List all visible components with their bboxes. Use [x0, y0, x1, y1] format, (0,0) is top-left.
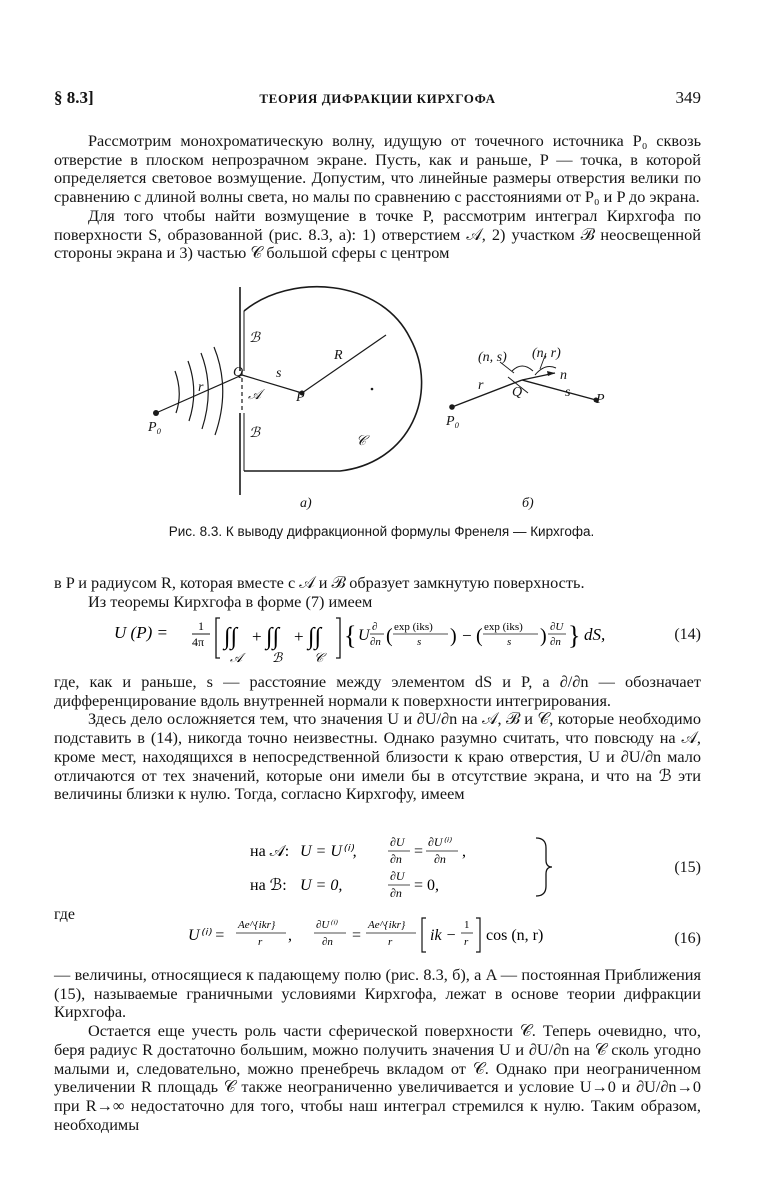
eq15-line2-rhs: = 0, [414, 877, 440, 894]
eq14-exp-den-1: s [417, 636, 422, 648]
label-s-b: s [565, 385, 571, 400]
eq14-lhs: U (P) = [114, 623, 168, 642]
figure-8-3 [0, 283, 763, 523]
eq15-line2-prefix: на ℬ: [250, 877, 287, 894]
sphere-arc-C [244, 287, 422, 471]
label-r-b: r [478, 378, 484, 393]
eq14-tail: dS, [584, 625, 606, 644]
eq16-eq: = [352, 927, 362, 944]
eq16-lhs: U⁽ⁱ⁾ = [188, 927, 226, 944]
eq14-brace-close: } [568, 621, 581, 650]
point-dot [371, 388, 374, 391]
paragraph: Из теоремы Кирхгофа в форме (7) имеем [88, 591, 373, 611]
eq16-comma: , [288, 927, 292, 944]
eq14-frac-den: 4π [192, 635, 205, 649]
paragraph: Для того чтобы найти возмущение в точке P, рассмотрим интеграл Кирхгофа по поверхности S, образованной (рис. 8.3, а): 1) отверстием 𝒜, 2) участком ℬ неосвещенной стороны экрана и 3) частью 𝒞 большой сферы с центром [54, 205, 701, 263]
equation-15 [54, 834, 701, 900]
label-Q-b: Q [512, 385, 523, 400]
wave-arc [214, 347, 223, 435]
paragraph: Рассмотрим монохроматическую волну, идущую от точечного источника P₀ сквозь отверстие в плоском непрозрачном экране. Пусть, как и раньше, P — точка, в которой определяется световое возмущение. Допустим, что линейные размеры отверстия велики по сравнению с длиной волны света, но малы по сравнению с расстояниями от P₀ и P до экрана. [54, 131, 701, 207]
eq15-line1-a: U = U⁽ⁱ⁾, [300, 843, 357, 860]
radius-R [302, 335, 386, 393]
eq14-sub-b: ℬ [272, 650, 283, 665]
label-R: R [334, 348, 343, 363]
eq15-line2-a: U = 0, [300, 877, 343, 894]
running-header [54, 88, 701, 112]
label-s: s [276, 366, 282, 381]
eq14-exp-den-2: s [507, 636, 512, 648]
eq14-dU-den: ∂n [550, 636, 561, 648]
eq16-num2: Ae^{ikr} [368, 919, 406, 931]
eq16-number: (16) [674, 930, 701, 947]
eq14-big-bracket [216, 618, 220, 658]
eq16-bracket-close [476, 918, 480, 952]
eq14-U: U [358, 627, 370, 644]
eq14-dn-num: ∂ [372, 621, 378, 633]
wave-arc [188, 361, 194, 421]
equation-14 [54, 612, 701, 666]
figure-caption: Рис. 8.3. К выводу дифракционной формулы Френеля — Кирхгофа. [168, 524, 595, 539]
label-A: 𝒜 [248, 388, 262, 403]
text-bottom [54, 966, 701, 1134]
eq15-comma: , [462, 843, 466, 860]
text-after-14 [54, 673, 701, 804]
panel-b-diagram [452, 353, 596, 407]
panel-a-diagram [156, 287, 422, 495]
eq14-sub-c: 𝒞 [314, 650, 324, 665]
eq14-paren-2: ( [476, 625, 483, 647]
label-r: r [198, 380, 204, 395]
wave-arc [175, 371, 179, 413]
paragraph: в P и радиусом R, которая вместе с 𝒜 и ℬ образует замкнутую поверхность. [54, 573, 585, 592]
section-number: § 8.3] [54, 88, 94, 107]
eq14-brace-open: { [344, 621, 357, 650]
label-ns: (n, s) [478, 350, 507, 365]
label-nr: (n, r) [532, 346, 561, 361]
eq14-frac-num: 1 [198, 619, 204, 633]
paragraph: Остается еще учесть роль части сферической поверхности 𝒞. Теперь очевидно, что, беря радиус R достаточно большим, можно получить значения U и ∂U/∂n на 𝒞 сколь угодно малыми и, следовательно, можно пренебречь вкладом от 𝒞. Однако при неограниченном увеличении R площадь 𝒞 также неограниченно увеличивается и условие U→0 и ∂U/∂n→0 при R→∞ недостаточно для того, чтобы наш интеграл стремился к нулю. Таким образом, необходимы [54, 1021, 701, 1134]
paragraph: Здесь дело осложняется тем, что значения U и ∂U/∂n на 𝒜, ℬ и 𝒞, которые необходимо подставить в (14), никогда точно неизвестны. Однако разумно считать, что повсюду на 𝒜, кроме мест, находящихся в непосредственной близости к краю отверстия, U и ∂U/∂n мало отличаются от тех значений, которые они имели бы в отсутствие экрана, и что на ℬ эти величины близки к нулю. Тогда, согласно Кирхгофу, имеем [54, 709, 701, 804]
eq16-bracket-text: ik − [430, 927, 457, 944]
page-number: 349 [675, 88, 701, 107]
ray-s-b [522, 380, 596, 400]
equation-16-formula [188, 912, 588, 964]
eq14-sub-a: 𝒜 [230, 650, 243, 665]
label-n: n [560, 368, 567, 383]
eq15-eq: = [414, 843, 424, 860]
equation-16 [54, 906, 701, 958]
eq14-plus-1: + [252, 627, 262, 646]
label-Q: Q [233, 365, 244, 380]
arrow-n [547, 371, 555, 376]
text-mid [54, 574, 701, 611]
point-P0 [153, 410, 159, 416]
eq16-mid-num: ∂U⁽ⁱ⁾ [316, 919, 337, 931]
eq16-den1: r [258, 936, 263, 948]
eq15-line1-rhs-num: ∂U⁽ⁱ⁾ [428, 835, 451, 849]
eq14-integrals-a: ∫∫ [224, 624, 238, 650]
eq14-dU-num: ∂U [550, 621, 564, 633]
panel-a-label: а) [300, 496, 312, 511]
eq15-line2-den: ∂n [390, 886, 402, 900]
eq14-exp-2: exp (iks) [484, 621, 523, 633]
label-C: 𝒞 [356, 434, 367, 449]
eq15-brace [536, 838, 552, 896]
eq14-number: (14) [674, 626, 701, 643]
label-P0-b: P₀ [446, 414, 460, 429]
eq14-integrals-b: ∫∫ [266, 624, 280, 650]
chapter-title: ТЕОРИЯ ДИФРАКЦИИ КИРХГОФА [259, 91, 496, 106]
eq16-bracket-open [422, 918, 426, 952]
eq14-big-bracket-close [336, 618, 340, 658]
eq15-line1-prefix: на 𝒜: [250, 843, 290, 860]
eq14-plus-2: + [294, 627, 304, 646]
panel-b-label: б) [522, 496, 534, 511]
eq14-dn-den: ∂n [370, 636, 381, 648]
eq16-num1: Ae^{ikr} [238, 919, 276, 931]
eq16-den2: r [388, 936, 393, 948]
eq15-number: (15) [674, 859, 701, 876]
equation-15-formula [250, 834, 580, 900]
label-P: P [296, 390, 305, 405]
eq15-line1-b-num: ∂U [390, 835, 405, 849]
angle-arc-ns [512, 366, 533, 371]
eq16-where: где [54, 906, 76, 923]
eq15-line1-rhs-den: ∂n [434, 852, 446, 866]
eq14-integrals-c: ∫∫ [308, 624, 322, 650]
eq14-exp-1: exp (iks) [394, 621, 433, 633]
point-P0-b [449, 404, 455, 410]
eq15-line2-num: ∂U [390, 869, 405, 883]
paragraph: — величины, относящиеся к падающему полю (рис. 8.3, б), а A — постоянная Приближения (15), называемые граничными условиями Кирхгофа, лежат в основе теории дифракции Кирхгофа. [54, 965, 701, 1022]
eq14-paren-1: ( [386, 625, 393, 647]
text-top [54, 132, 701, 263]
eq14-paren-2c: ) [540, 625, 547, 647]
label-B-bottom: ℬ [249, 426, 261, 441]
eq16-mid-den: ∂n [322, 936, 333, 948]
eq16-one: 1 [464, 919, 470, 931]
eq14-paren-1c: ) [450, 625, 457, 647]
eq16-cos: cos (n, r) [486, 927, 544, 944]
label-P-b: P [596, 392, 605, 407]
eq16-r: r [464, 936, 469, 948]
label-B-top: ℬ [249, 331, 261, 346]
paragraph: где, как и раньше, s — расстояние между элементом dS и P, а ∂/∂n — обозначает дифференцирование вдоль внутренней нормали к поверхности интегрирования. [54, 672, 701, 710]
label-P0: P₀ [148, 420, 162, 435]
eq15-line1-b-den: ∂n [390, 852, 402, 866]
equation-14-formula [114, 612, 674, 666]
eq14-minus: − [462, 626, 472, 645]
